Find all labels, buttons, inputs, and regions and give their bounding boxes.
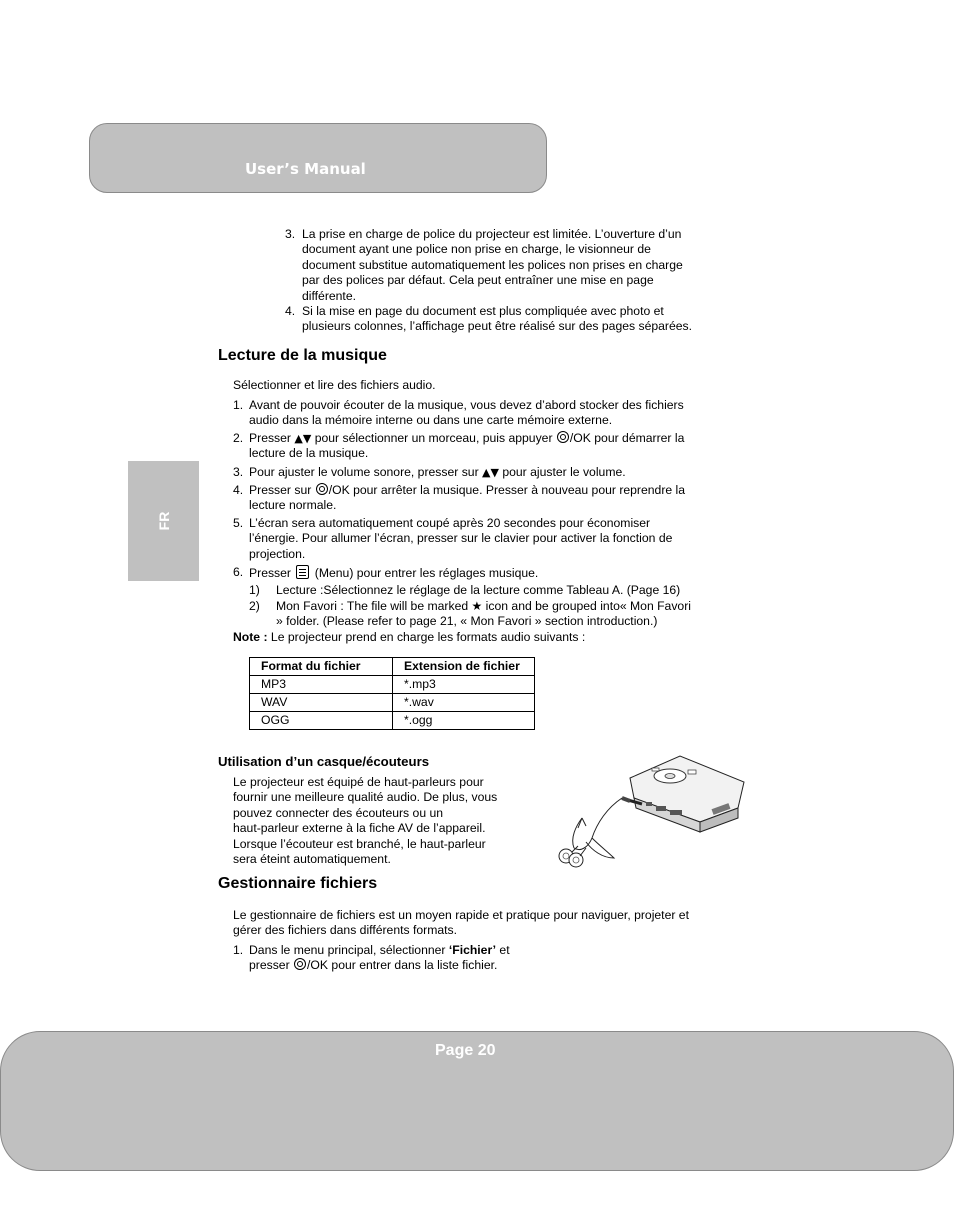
table-row [250, 694, 535, 712]
projector-earphones-illustration [552, 748, 748, 876]
audio-formats-table [249, 657, 535, 730]
header-tab [89, 123, 547, 193]
language-tab [128, 461, 199, 581]
headphones-text: Le projecteur est équipé de haut-parleurs pour fournir une meilleure qualité audio. De plus, vous pouvez connecter des écouteurs ou un haut-parleur externe à la fiche AV de l’appareil. Lorsque l’écouteur est branché, le haut-parleur sera éteint automatiquement. [233, 775, 498, 867]
note [233, 630, 585, 645]
table-cell: OGG [250, 712, 393, 730]
up-down-arrows-icon: ▲▼ [482, 466, 499, 479]
music-intro: Sélectionner et lire des fichiers audio. [233, 378, 436, 392]
ok-button-icon [316, 483, 328, 495]
footer [0, 1031, 954, 1171]
star-icon: ★ [471, 599, 483, 613]
note-label: Note : [233, 630, 268, 644]
table-cell: *.mp3 [393, 676, 535, 694]
language-label: FR [156, 511, 172, 531]
ok-button-icon [294, 958, 306, 970]
file-manager-text: Le gestionnaire de fichiers est un moyen rapide et pratique pour naviguer, projeter et gérer des fichiers dans différents formats. [233, 908, 689, 938]
table-header-row [250, 658, 535, 676]
menu-icon [296, 565, 309, 579]
note-text: Le projecteur prend en charge les formats audio suivants : [267, 630, 586, 644]
table-row [250, 712, 535, 730]
table-row [250, 676, 535, 694]
music-heading: Lecture de la musique [218, 347, 387, 364]
headphones-heading: Utilisation d’un casque/écouteurs [218, 754, 430, 769]
file-manager-heading: Gestionnaire fichiers [218, 875, 378, 892]
table-cell: *.wav [393, 694, 535, 712]
manual-title: User’s Manual [245, 160, 366, 178]
ok-button-icon [557, 431, 569, 443]
table-cell: WAV [250, 694, 393, 712]
page-number: Page 20 [435, 1042, 496, 1059]
table-cell: *.ogg [393, 712, 535, 730]
table-header: Extension de fichier [393, 658, 535, 676]
up-down-arrows-icon: ▲▼ [294, 432, 312, 445]
table-cell: MP3 [250, 676, 393, 694]
table-header: Format du fichier [250, 658, 393, 676]
